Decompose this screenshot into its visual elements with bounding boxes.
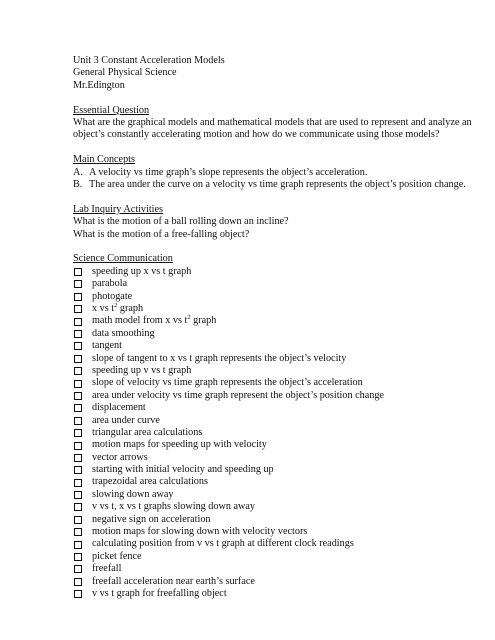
checklist-item-label	[92, 328, 155, 340]
checkbox-square-icon	[74, 293, 82, 301]
checkbox-square-icon	[74, 516, 82, 524]
concept-item	[73, 179, 473, 191]
checklist-item	[73, 415, 473, 427]
checkbox-square-icon	[74, 553, 82, 561]
checklist-item	[73, 303, 473, 315]
main-concepts-heading: Main Concepts	[73, 154, 135, 166]
science-communication-section	[73, 253, 473, 600]
document-page	[73, 55, 473, 600]
checklist-item-label	[92, 402, 146, 414]
checklist-item	[73, 452, 473, 464]
checklist-item	[73, 328, 473, 340]
teacher-name: Mr.Edington	[73, 79, 125, 91]
essential-question-heading: Essential Question	[73, 104, 150, 116]
checklist-item-text: math model from x vs t	[92, 315, 188, 327]
checklist-item-text: triangular area calculations	[92, 426, 203, 438]
checklist-item	[73, 390, 473, 402]
checklist-item	[73, 526, 473, 538]
checklist-item-text: parabola	[92, 278, 128, 290]
checklist-item	[73, 278, 473, 290]
checklist-item	[73, 489, 473, 501]
checklist-item-label	[92, 315, 216, 327]
checklist-item	[73, 576, 473, 588]
checklist-item-label	[92, 377, 363, 389]
lab-inquiry-question: What is the motion of a free-falling object?	[73, 228, 250, 240]
checkbox-square-icon	[74, 318, 82, 326]
checklist-item	[73, 427, 473, 439]
checklist-item-text: x vs t	[92, 303, 115, 315]
checkbox-square-icon	[74, 342, 82, 350]
checklist-item	[73, 340, 473, 352]
checklist-item-text: trapezoidal area calculations	[92, 476, 208, 488]
science-communication-heading: Science Communication	[73, 253, 173, 265]
lab-inquiry-question: What is the motion of a ball rolling down an incline?	[73, 216, 289, 228]
checklist-item	[73, 402, 473, 414]
checklist-item-text: speeding up x vs t graph	[92, 265, 192, 277]
checklist-item-text: area under curve	[92, 414, 160, 426]
checklist-item-text: speeding up v vs t graph	[92, 364, 192, 376]
checkbox-square-icon	[74, 479, 82, 487]
checklist-item-label	[92, 452, 148, 464]
checkbox-square-icon	[74, 528, 82, 536]
checklist-item-label	[92, 489, 174, 501]
checklist-item-label	[92, 538, 354, 550]
checklist-item-label	[92, 514, 211, 526]
checklist-item	[73, 353, 473, 365]
checklist-item-text: freefall	[92, 563, 122, 575]
science-communication-checklist	[73, 266, 473, 601]
checklist-item-label	[92, 563, 121, 575]
exponent-superscript: 2	[187, 314, 191, 322]
checkbox-square-icon	[74, 392, 82, 400]
checkbox-square-icon	[74, 454, 82, 462]
checklist-item-label	[92, 588, 227, 600]
checkbox-square-icon	[74, 541, 82, 549]
concept-text: A velocity vs time graph’s slope represents the object’s acceleration.	[89, 166, 368, 178]
checkbox-square-icon	[74, 404, 82, 412]
checklist-item-label	[92, 390, 384, 402]
concept-marker: B.	[73, 179, 83, 191]
checkbox-square-icon	[74, 417, 82, 425]
main-concepts-list	[73, 167, 473, 192]
checklist-item-label	[92, 365, 191, 377]
checkbox-square-icon	[74, 305, 82, 313]
concept-item	[73, 167, 473, 179]
checklist-item-label	[92, 278, 127, 290]
checklist-item	[73, 365, 473, 377]
checklist-item-label	[92, 576, 255, 588]
checklist-item-text: v vs t, x vs t graphs slowing down away	[92, 501, 255, 513]
checklist-item-label	[92, 551, 142, 563]
checklist-item	[73, 315, 473, 327]
checklist-item-label	[92, 427, 202, 439]
checklist-item	[73, 501, 473, 513]
checklist-item-text: motion maps for slowing down with velocity vectors	[92, 526, 308, 538]
exponent-superscript: 2	[114, 302, 118, 310]
checklist-item	[73, 464, 473, 476]
checkbox-square-icon	[74, 442, 82, 450]
checklist-item-text: picket fence	[92, 550, 142, 562]
checklist-item-text: motion maps for speeding up with velocity	[92, 439, 267, 451]
checklist-item-text: tangent	[92, 340, 122, 352]
checklist-item-text: area under velocity vs time graph represent the object’s position change	[92, 389, 384, 401]
essential-question-text: What are the graphical models and mathematical models that are used to represent and analyze an object’s constantly accelerating motion and how do we communicate using those models?	[73, 117, 472, 141]
checklist-item	[73, 439, 473, 451]
checklist-item	[73, 377, 473, 389]
checklist-item-label	[92, 266, 191, 278]
checkbox-square-icon	[74, 590, 82, 598]
concept-marker: A.	[73, 166, 83, 178]
checkbox-square-icon	[74, 565, 82, 573]
checklist-item-text: starting with initial velocity and speeding up	[92, 464, 274, 476]
concept-text: The area under the curve on a velocity vs time graph represents the object’s position change.	[89, 179, 466, 191]
checklist-item	[73, 538, 473, 550]
checkbox-square-icon	[74, 491, 82, 499]
checklist-item-text: slope of tangent to x vs t graph represents the object’s velocity	[92, 352, 347, 364]
document-header	[73, 55, 473, 92]
checklist-item	[73, 551, 473, 563]
lab-inquiry-heading: Lab Inquiry Activities	[73, 203, 163, 215]
checklist-item-label	[92, 464, 274, 476]
checklist-item-text: freefall acceleration near earth’s surface	[92, 575, 255, 587]
checklist-item	[73, 266, 473, 278]
checkbox-square-icon	[74, 380, 82, 388]
checklist-item-text-suffix: graph	[190, 315, 217, 327]
checkbox-square-icon	[74, 330, 82, 338]
checklist-item-label	[92, 439, 267, 451]
checklist-item-text: displacement	[92, 402, 146, 414]
checklist-item-text: calculating position from v vs t graph at different clock readings	[92, 538, 354, 550]
checklist-item	[73, 563, 473, 575]
checkbox-square-icon	[74, 280, 82, 288]
main-concepts-section	[73, 154, 473, 191]
checklist-item	[73, 514, 473, 526]
checkbox-square-icon	[74, 367, 82, 375]
checkbox-square-icon	[74, 355, 82, 363]
checklist-item-label	[92, 291, 132, 303]
checklist-item-text: photogate	[92, 290, 133, 302]
checkbox-square-icon	[74, 578, 82, 586]
course-name: General Physical Science	[73, 67, 177, 79]
checklist-item-text: negative sign on acceleration	[92, 513, 211, 525]
checklist-item-label	[92, 353, 346, 365]
checkbox-square-icon	[74, 429, 82, 437]
checkbox-square-icon	[74, 268, 82, 276]
essential-question-section	[73, 105, 473, 142]
checklist-item-text: slope of velocity vs time graph represents the object’s acceleration	[92, 377, 363, 389]
checklist-item-text: data smoothing	[92, 327, 155, 339]
checklist-item-label	[92, 526, 307, 538]
checklist-item	[73, 476, 473, 488]
checklist-item-text: vector arrows	[92, 451, 148, 463]
checklist-item-label	[92, 476, 208, 488]
checklist-item-label	[92, 303, 143, 315]
checklist-item-text-suffix: graph	[117, 303, 144, 315]
checklist-item	[73, 291, 473, 303]
lab-inquiry-section	[73, 204, 473, 241]
checklist-item-text: slowing down away	[92, 488, 174, 500]
checklist-item-label	[92, 501, 255, 513]
checklist-item-label	[92, 340, 122, 352]
checkbox-square-icon	[74, 503, 82, 511]
unit-title: Unit 3 Constant Acceleration Models	[73, 55, 225, 66]
checklist-item-label	[92, 415, 160, 427]
checkbox-square-icon	[74, 466, 82, 474]
checklist-item-text: v vs t graph for freefalling object	[92, 588, 227, 599]
checklist-item	[73, 588, 473, 600]
